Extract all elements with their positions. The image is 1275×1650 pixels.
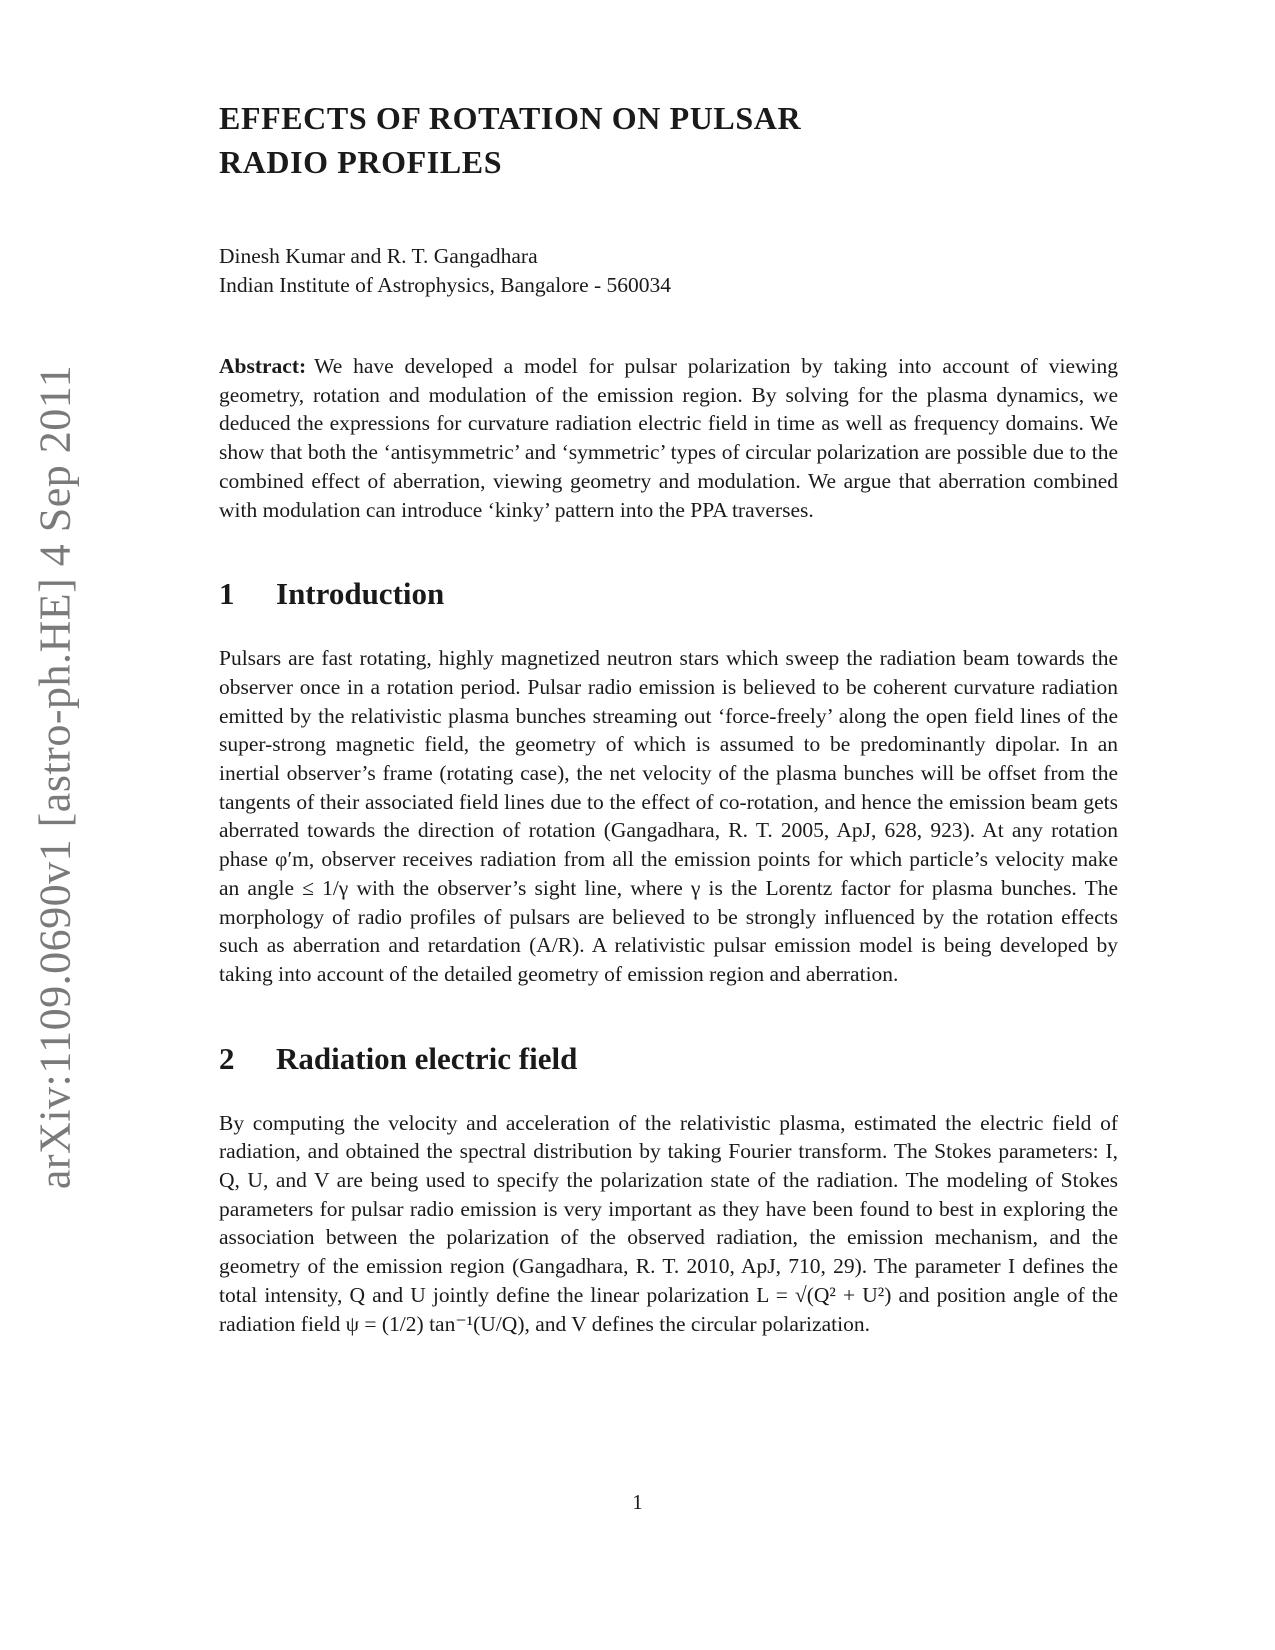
abstract	[219, 352, 1118, 524]
paper-content	[219, 96, 1118, 1338]
page-number: 1	[632, 1490, 643, 1514]
section-title: Introduction	[276, 576, 445, 612]
paper-title	[219, 96, 1118, 184]
author-names: Dinesh Kumar and R. T. Gangadhara	[219, 244, 538, 268]
section-number: 2	[219, 1040, 235, 1076]
title-line-1: EFFECTS OF ROTATION ON PULSAR	[219, 100, 802, 136]
author-affiliation: Indian Institute of Astrophysics, Bangalore - 560034	[219, 273, 672, 297]
abstract-text: We have developed a model for pulsar polarization by taking into account of viewing geometry, rotation and modulation of the emission region. By solving for the plasma dynamics, we deduced the expressions for curvature radiation electric field in time as well as frequency domains. We show that both the ‘antisymmetric’ and ‘symmetric’ types of circular polarization are possible due to the combined effect of aberration, viewing geometry and modulation. We argue that aberration combined with modulation can introduce ‘kinky’ pattern into the PPA traverses.	[219, 354, 1118, 522]
title-line-2: RADIO PROFILES	[219, 144, 503, 180]
arxiv-identifier: arXiv:1109.0690v1 [astro-ph.HE] 4 Sep 2011	[30, 364, 80, 1190]
section-number: 1	[219, 576, 235, 612]
radiation-paragraph: By computing the velocity and acceleration of the relativistic plasma, estimated the electric field of radiation, and obtained the spectral distribution by taking Fourier transform. The Stokes parameters: I, Q, U, and V are being used to specify the polarization state of the radiation. The modeling of Stokes parameters for pulsar radio emission is very important as they have been found to best in exploring the association between the polarization of the observed radiation, the emission mechanism, and the geometry of the emission region (Gangadhara, R. T. 2010, ApJ, 710, 29). The parameter I defines the total intensity, Q and U jointly define the linear polarization L = √(Q² + U²) and position angle of the radiation field ψ = (1/2) tan⁻¹(U/Q), and V defines the circular polarization.	[219, 1110, 1118, 1336]
section-heading-introduction	[219, 576, 1118, 612]
arxiv-sidebar	[30, 364, 80, 1190]
section-heading-radiation-electric-field	[219, 1041, 1118, 1077]
introduction-paragraph: Pulsars are fast rotating, highly magnetized neutron stars which sweep the radiation beam towards the observer once in a rotation period. Pulsar radio emission is believed to be coherent curvature radiation emitted by the relativistic plasma bunches streaming out ‘force-freely’ along the open field lines of the super-strong magnetic field, the geometry of which is assumed to be predominantly dipolar. In an inertial observer’s frame (rotating case), the net velocity of the plasma bunches will be offset from the tangents of their associated field lines due to the effect of co-rotation, and hence the emission beam gets aberrated towards the direction of rotation (Gangadhara, R. T. 2005, ApJ, 628, 923). At any rotation phase φ′m, observer receives radiation from all the emission points for which particle’s velocity make an angle ≤ 1/γ with the observer’s sight line, where γ is the Lorentz factor for plasma bunches. The morphology of radio profiles of pulsars are believed to be strongly influenced by the rotation effects such as aberration and retardation (A/R). A relativistic pulsar emission model is being developed by taking into account of the detailed geometry of emission region and aberration.	[219, 646, 1118, 986]
section-title: Radiation electric field	[276, 1040, 578, 1076]
author-block	[219, 242, 1118, 300]
abstract-label: Abstract:	[219, 354, 307, 378]
